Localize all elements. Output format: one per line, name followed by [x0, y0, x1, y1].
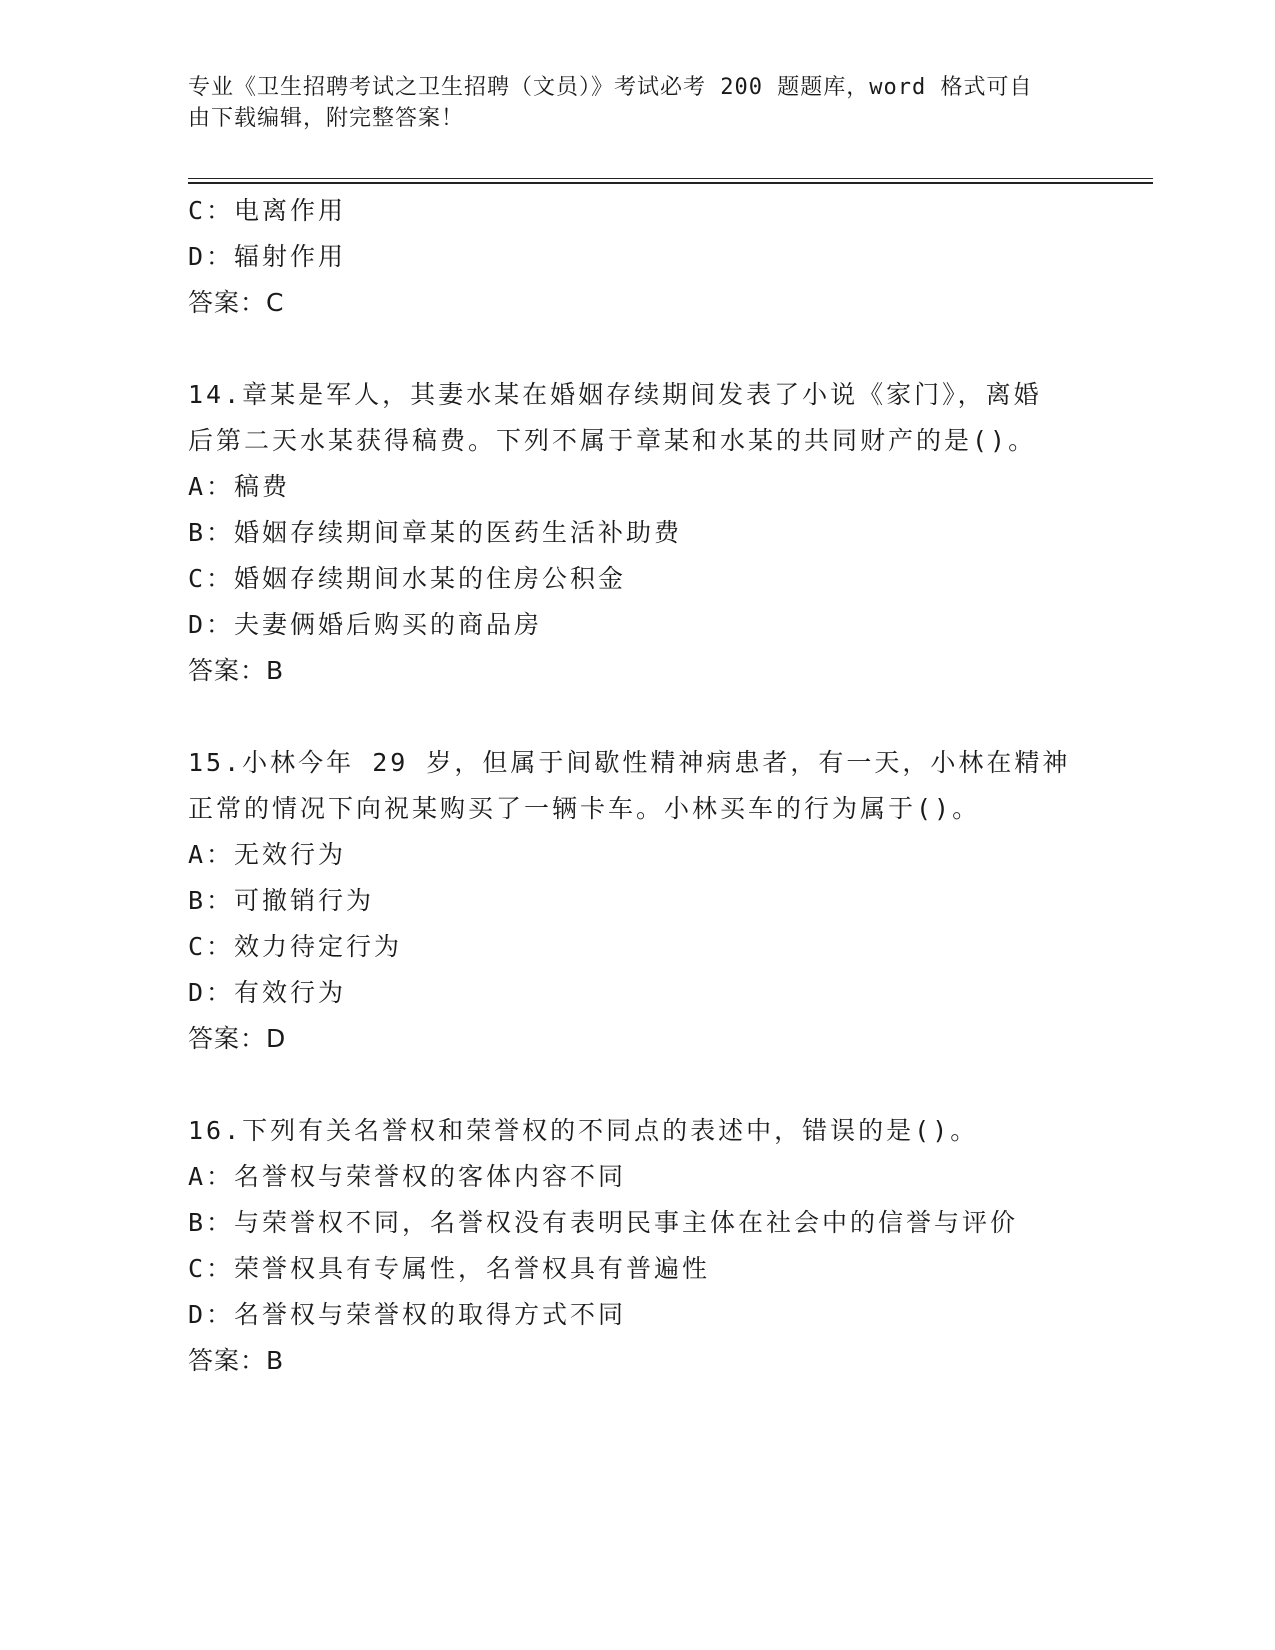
option-line: C：效力待定行为 — [188, 932, 403, 961]
option-line: C：婚姻存续期间水某的住房公积金 — [188, 564, 627, 593]
answer-line: 答案：D — [188, 1024, 287, 1053]
question-15 — [188, 740, 1148, 1062]
option-line: D：有效行为 — [188, 978, 347, 1007]
option-line: D：夫妻俩婚后购买的商品房 — [188, 610, 543, 639]
option-line: D：名誉权与荣誉权的取得方式不同 — [188, 1300, 627, 1329]
header-divider-thick — [188, 182, 1153, 184]
option-line: C：电离作用 — [188, 196, 347, 225]
header-line-1: 专业《卫生招聘考试之卫生招聘（文员）》考试必考 200 题题库，word 格式可自 — [188, 75, 1033, 100]
option-line: A：名誉权与荣誉权的客体内容不同 — [188, 1162, 627, 1191]
question-text-line: 正常的情况下向祝某购买了一辆卡车。小林买车的行为属于()。 — [188, 794, 981, 823]
document-header — [188, 72, 1068, 134]
question-16 — [188, 1108, 1148, 1384]
question-13-continued — [188, 188, 1148, 326]
question-14 — [188, 372, 1148, 694]
answer-line: 答案：B — [188, 656, 285, 685]
question-text-line: 后第二天水某获得稿费。下列不属于章某和水某的共同财产的是()。 — [188, 426, 1037, 455]
header-divider-thin — [188, 178, 1153, 179]
option-line: D：辐射作用 — [188, 242, 347, 271]
option-line: B：可撤销行为 — [188, 886, 375, 915]
header-line-2: 由下载编辑，附完整答案！ — [188, 106, 465, 131]
document-body — [188, 188, 1148, 1384]
option-line: B：与荣誉权不同，名誉权没有表明民事主体在社会中的信誉与评价 — [188, 1208, 1019, 1237]
answer-line: 答案：C — [188, 288, 285, 317]
option-line: A：无效行为 — [188, 840, 347, 869]
question-text-line: 14.章某是军人，其妻水某在婚姻存续期间发表了小说《家门》，离婚 — [188, 380, 1042, 409]
question-text-line: 15.小林今年 29 岁，但属于间歇性精神病患者，有一天，小林在精神 — [188, 748, 1071, 777]
option-line: B：婚姻存续期间章某的医药生活补助费 — [188, 518, 683, 547]
answer-line: 答案：B — [188, 1346, 285, 1375]
option-line: C：荣誉权具有专属性，名誉权具有普遍性 — [188, 1254, 711, 1283]
option-line: A：稿费 — [188, 472, 291, 501]
question-text-line: 16.下列有关名誉权和荣誉权的不同点的表述中，错误的是()。 — [188, 1116, 979, 1145]
